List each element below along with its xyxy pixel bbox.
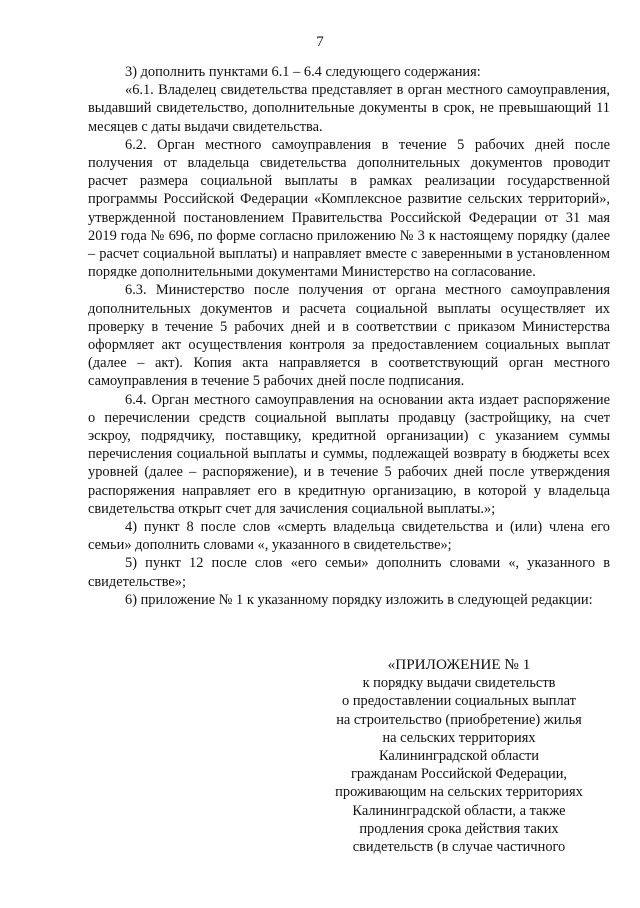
appendix-line: гражданам Российской Федерации, <box>350 766 567 783</box>
paragraph-6-2: 6.2. Орган местного самоуправления в течение 5 рабочих дней после получения от владельца свидетельства дополнительных документов проводит расчет размера социальной выплаты в рамках реализации государственной программы Российской Федерации «Комплексное развитие сельских территорий», утвержденной постановлением Правительства Российской Федерации от 31 мая 2019 года № 696, по форме согласно приложению № 3 к настоящему порядку (далее – расчет социальной выплаты) и направляет вместе с заверенными в установленном порядке дополнительными документами Министерство на согласование. <box>88 136 610 281</box>
appendix-line: Калининградской области, а также <box>352 802 566 819</box>
appendix-title: «ПРИЛОЖЕНИЕ № 1 <box>387 656 531 673</box>
page-number: 7 <box>316 34 324 50</box>
document-body <box>88 63 610 609</box>
appendix-line: свидетельств (в случае частичного <box>352 839 566 856</box>
paragraph-item-6: 6) приложение № 1 к указанному порядку изложить в следующей редакции: <box>125 591 593 608</box>
paragraph-item-3: 3) дополнить пунктами 6.1 – 6.4 следующего содержания: <box>125 64 481 80</box>
appendix-line: проживающим на сельских территориях <box>335 784 583 801</box>
paragraph-6-3: 6.3. Министерство после получения от органа местного самоуправления дополнительных документов и расчета социальной выплаты осуществляет их проверку в течение 5 рабочих дней и в соответствии с приказом Министерства оформляет акт осуществления контроля за предоставлением социальных выплат (далее – акт). Копия акта направляется в соответствующий орган местного самоуправления в течение 5 рабочих дней после подписания. <box>88 282 610 390</box>
appendix-line: продления срока действия таких <box>359 820 559 837</box>
appendix-line: к порядку выдачи свидетельств <box>362 675 556 692</box>
appendix-line: о предоставлении социальных выплат <box>342 693 576 710</box>
appendix-header <box>325 656 593 856</box>
appendix-line: Калининградской области <box>379 748 539 765</box>
paragraph-item-5: 5) пункт 12 после слов «его семьи» дополнить словами «, указанного в свидетельстве»; <box>88 555 610 590</box>
appendix-line: на строительство (приобретение) жилья <box>336 711 582 728</box>
appendix-line: на сельских территориях <box>382 729 536 746</box>
paragraph-6-1: «6.1. Владелец свидетельства представляет в орган местного самоуправления, выдавший свидетельство, дополнительные документы в срок, не превышающий 11 месяцев с даты выдачи свидетельства. <box>88 82 610 135</box>
paragraph-6-4: 6.4. Орган местного самоуправления на основании акта издает распоряжение о перечислении средств социальной выплаты продавцу (застройщику, на счет эскроу, подрядчику, поставщику, кредитной организации) с указанием суммы перечисления социальной выплаты и суммы, подлежащей возврату в бюджеты всех уровней (далее – распоряжение), и в течение 5 рабочих дней после утверждения распоряжения направляет его в кредитную организацию, в которой у владельца свидетельства открыт счет для зачисления социальной выплаты.»; <box>88 391 610 517</box>
paragraph-item-4: 4) пункт 8 после слов «смерть владельца свидетельства и (или) члена его семьи» дополнить словами «, указанного в свидетельстве»; <box>88 519 610 554</box>
